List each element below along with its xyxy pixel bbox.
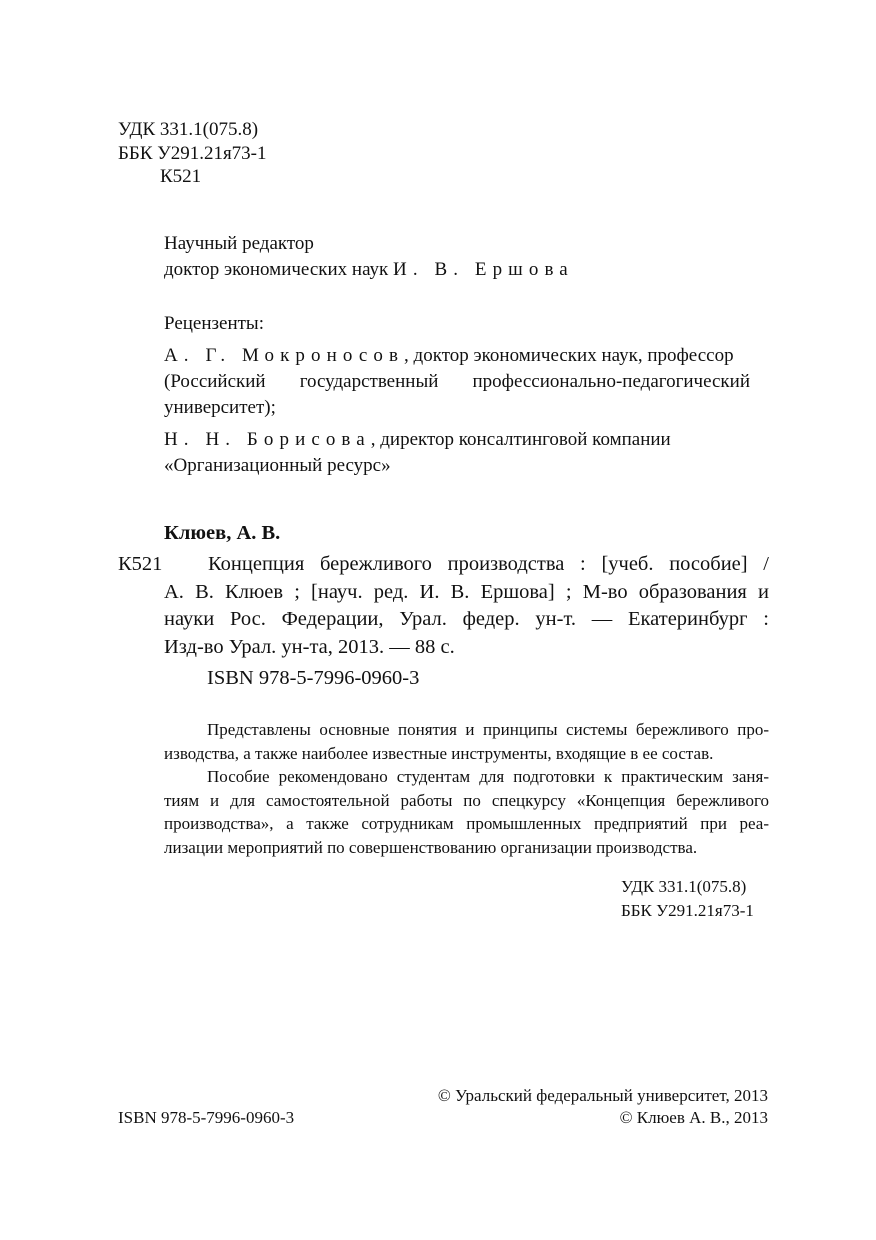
bib-line-2: А. В. Клюев ; [науч. ред. И. В. Ершова] ; М-во образования и <box>164 580 769 603</box>
copyright-publisher: © Уральский федеральный университет, 2013 <box>437 1086 768 1105</box>
reviewer-1-title: , доктор экономических наук, профессор <box>404 345 734 366</box>
catalog-isbn: ISBN 978-5-7996-0960-3 <box>207 667 420 689</box>
reviewer-1-line <box>164 343 750 369</box>
editor-line <box>164 257 574 283</box>
reviewers-heading: Рецензенты: <box>164 313 264 334</box>
catalog-author: Клюев, А. В. <box>164 522 281 544</box>
bbk-code-top: ББК У291.21я73-1 <box>118 143 267 164</box>
annotation-p2-line1: Пособие рекомендовано студентам для подготовки к практическим заня- <box>207 767 769 786</box>
editor-name: И. В. Ершова <box>393 259 574 280</box>
reviewer-1-name: А. Г. Мокроносов <box>164 345 405 366</box>
reviewer-2-organization: «Организационный ресурс» <box>164 455 391 476</box>
editor-role: Научный редактор <box>164 233 314 254</box>
annotation-p1-line2: изводства, а также наиболее известные инструменты, входящие в ее состав. <box>164 743 714 763</box>
annotation-p1-line1: Представлены основные понятия и принципы системы бережливого про- <box>207 720 769 739</box>
scientific-editor-block <box>164 231 574 283</box>
annotation-block <box>164 718 769 859</box>
bbk-code-bottom: ББК У291.21я73-1 <box>621 901 754 920</box>
bib-line-4: Изд-во Урал. ун-та, 2013. — 88 с. <box>164 635 455 658</box>
footer-isbn: ISBN 978-5-7996-0960-3 <box>118 1108 295 1127</box>
udk-code-bottom: УДК 331.1(075.8) <box>621 877 747 896</box>
author-mark-top: К521 <box>160 166 202 187</box>
reviewer-1-affiliation-line1: (Российский государственный профессионально-педагогический <box>164 371 750 392</box>
bibliographic-description <box>164 551 769 661</box>
reviewers-block <box>164 311 750 479</box>
bib-line-1: Концепция бережливого производства : [учеб. пособие] / <box>208 553 769 575</box>
annotation-p2-line2: тиям и для самостоятельной работы по спецкурсу «Концепция бережливого <box>164 790 769 810</box>
reviewer-1-affiliation-line2: университет); <box>164 397 276 418</box>
annotation-p2-line3: производства», а также сотрудникам промышленных предприятий при реа- <box>164 814 769 833</box>
udk-code-top: УДК 331.1(075.8) <box>118 119 259 140</box>
reviewer-2-line <box>164 427 750 453</box>
bib-line-3: науки Рос. Федерации, Урал. федер. ун-т. — Екатеринбург : <box>164 608 769 630</box>
reviewer-2-title: , директор консалтинговой компании <box>370 429 671 450</box>
annotation-p2-line4: лизации мероприятий по совершенствованию организации производства. <box>164 837 698 857</box>
catalog-author-mark: К521 <box>118 553 163 575</box>
copyright-author: © Клюев А. В., 2013 <box>619 1108 768 1127</box>
reviewer-2-name: Н. Н. Борисова <box>164 429 371 450</box>
editor-credential: доктор экономических наук <box>164 259 394 280</box>
